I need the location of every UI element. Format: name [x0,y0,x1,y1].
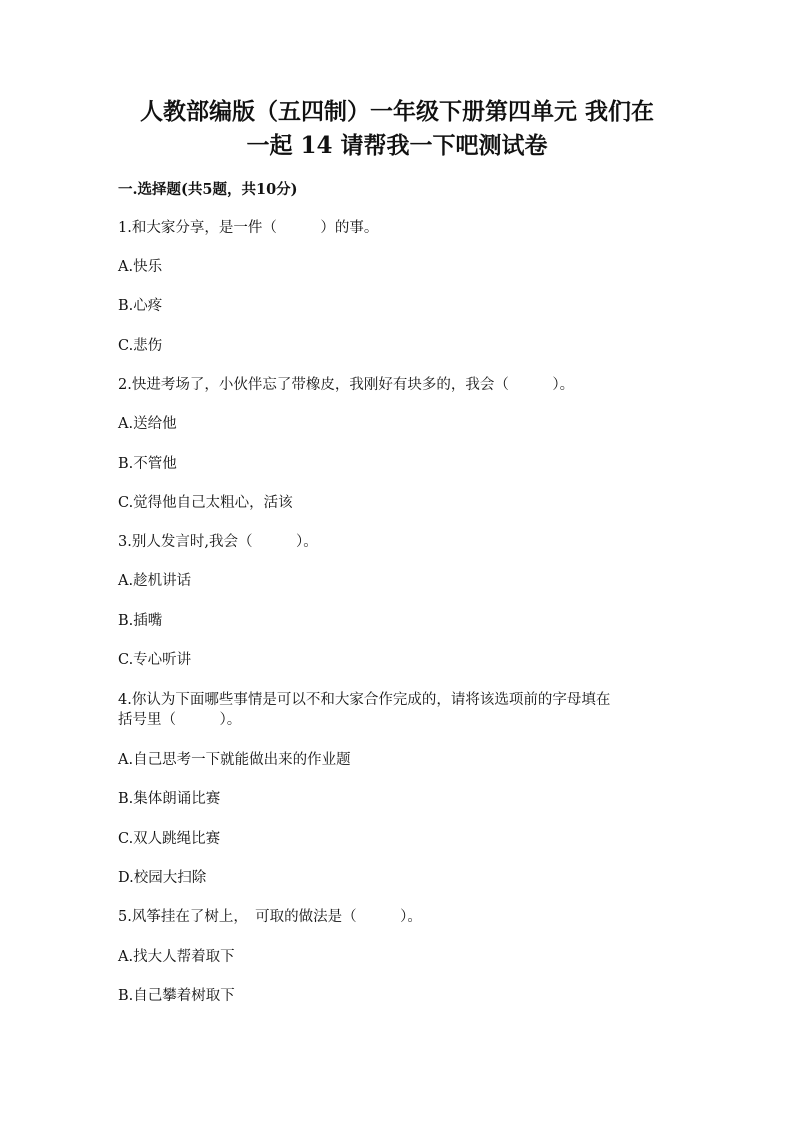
question-3-option-b: B.插嘴 [118,613,163,629]
question-5: 5.风筝挂在了树上， 可取的做法是（ ）。 [118,909,422,925]
question-4-option-d: D.校园大扫除 [118,870,207,886]
title-line-1: 人教部编版（五四制）一年级下册第四单元 我们在 [139,98,654,125]
question-4-option-a: A.自己思考一下就能做出来的作业题 [118,752,351,768]
question-5-option-b: B.自己攀着树取下 [118,988,235,1004]
question-2-option-c: C.觉得他自己太粗心，活该 [118,495,293,511]
section-heading: 一.选择题(共5题，共10分) [118,181,298,198]
question-5-option-a: A.找大人帮着取下 [118,949,235,965]
question-4-line-1: 4.你认为下面哪些事情是可以不和大家合作完成的，请将该选项前的字母填在 [118,692,611,708]
question-1-option-c: C.悲伤 [118,338,163,354]
question-3-option-a: A.趁机讲话 [118,573,192,589]
question-1-option-b: B.心疼 [118,298,163,314]
question-1: 1.和大家分享，是一件（ ）的事。 [118,220,379,236]
title-line-2: 一起 14 请帮我一下吧测试卷 [246,132,548,159]
question-4-option-b: B.集体朗诵比赛 [118,791,221,807]
question-2-option-b: B.不管他 [118,456,177,472]
question-2: 2.快进考场了，小伙伴忘了带橡皮，我刚好有块多的，我会（ ）。 [118,377,575,393]
question-3-option-c: C.专心听讲 [118,652,192,668]
question-1-option-a: A.快乐 [118,259,163,275]
question-4-line-2: 括号里（ ）。 [118,712,242,728]
question-2-option-a: A.送给他 [118,416,177,432]
question-4-option-c: C.双人跳绳比赛 [118,831,221,847]
question-3: 3.别人发言时,我会（ ）。 [118,534,318,550]
